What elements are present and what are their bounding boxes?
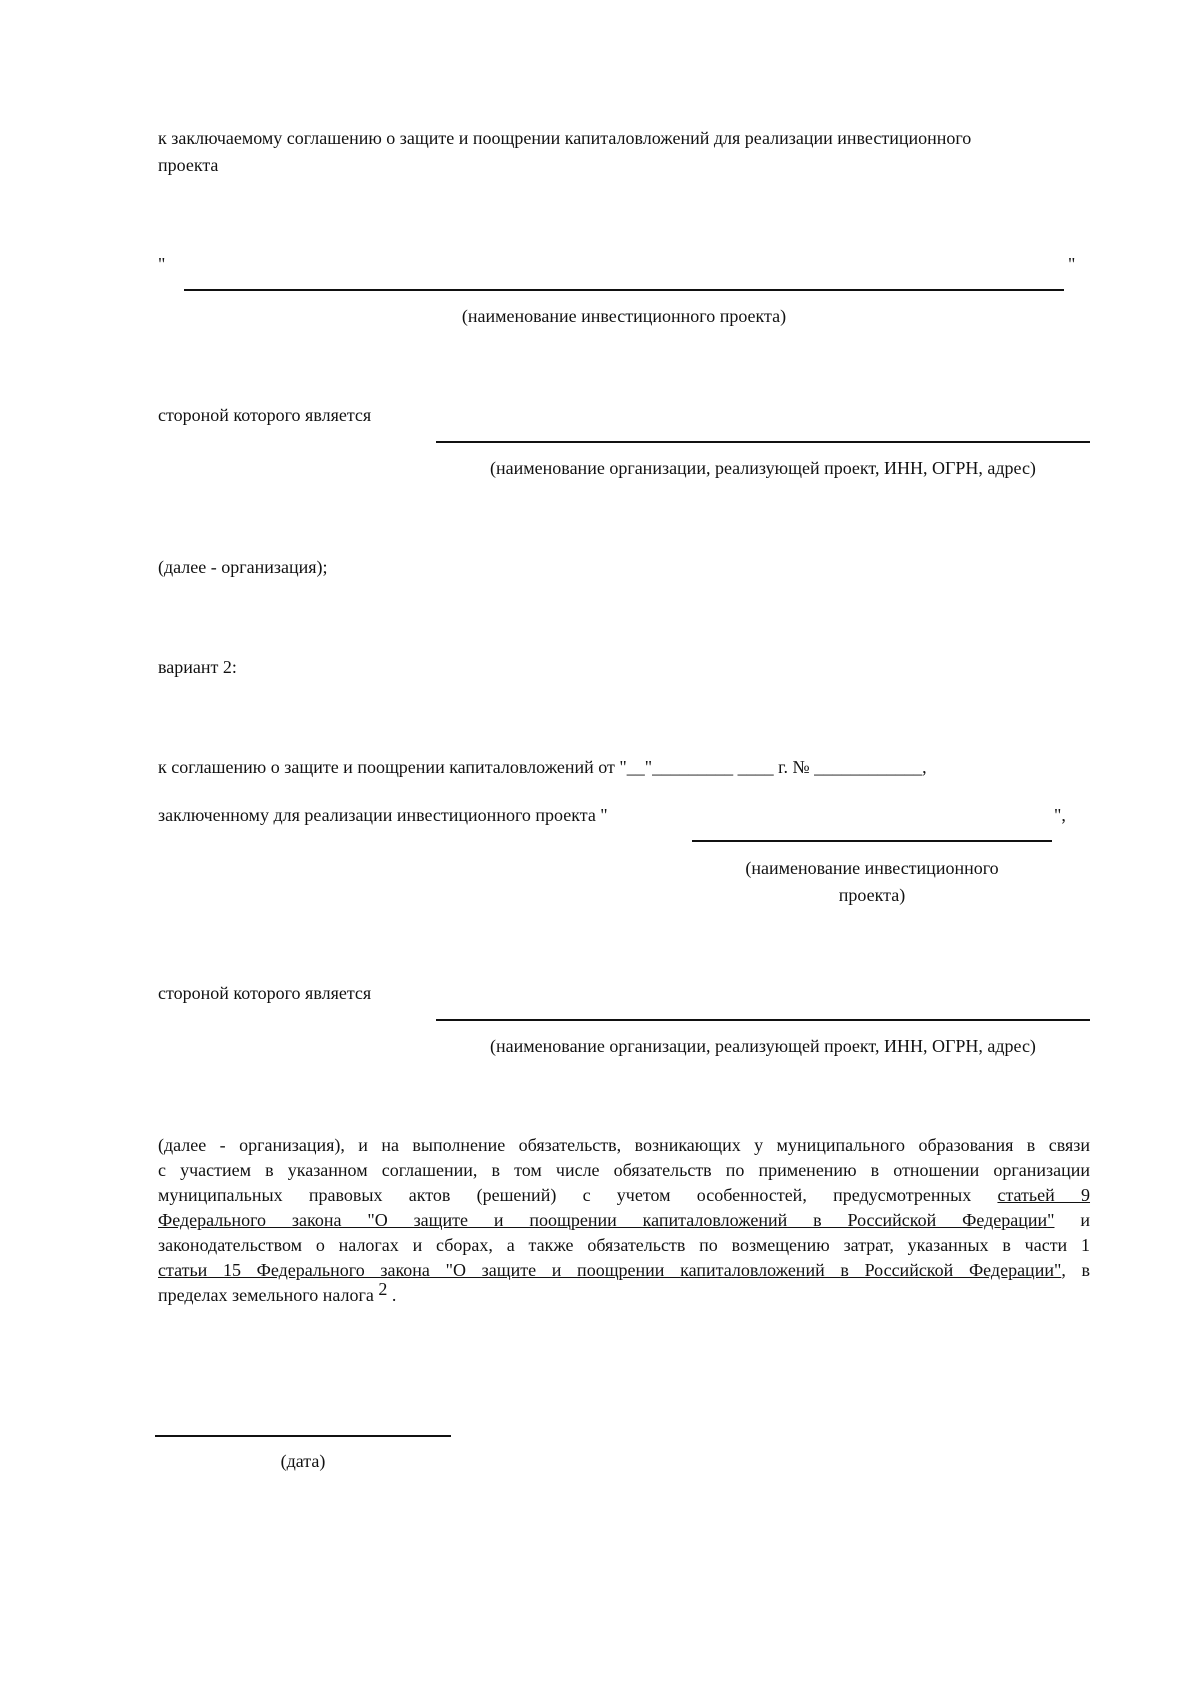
org-name-field-line-2[interactable] xyxy=(436,1019,1090,1021)
hereinafter-text: (далее - организация); xyxy=(158,557,328,577)
org-name-caption: (наименование организации, реализующей проект, ИНН, ОГРН, адрес) xyxy=(490,458,1036,478)
paragraph-text: и xyxy=(1054,1210,1090,1230)
paragraph-text: , в xyxy=(1061,1260,1090,1280)
paragraph-text: пределах земельного налога xyxy=(158,1285,379,1305)
org-name-field-line[interactable] xyxy=(436,441,1090,443)
variant-2-heading: вариант 2: xyxy=(158,657,237,677)
paragraph-line xyxy=(158,1208,1090,1233)
date-caption: (дата) xyxy=(280,1451,326,1471)
paragraph-line: (далее - организация), и на выполнение обязательств, возникающих у муниципального образования в связи xyxy=(158,1135,1090,1155)
obligations-paragraph xyxy=(158,1133,1090,1308)
intro-line-2: проекта xyxy=(158,155,219,175)
project-quote-close: " xyxy=(1068,254,1076,274)
org-name-caption-2: (наименование организации, реализующей проект, ИНН, ОГРН, адрес) xyxy=(490,1036,1036,1056)
project-quote-open: " xyxy=(158,254,166,274)
date-field-line[interactable] xyxy=(155,1435,451,1437)
agreement-date-number-line: к соглашению о защите и поощрении капиталовложений от "__"_________ ____ г. № ____________, xyxy=(158,757,927,777)
paragraph-line xyxy=(158,1279,1090,1308)
paragraph-line: с участием в указанном соглашении, в том числе обязательств по применению в отношении организации xyxy=(158,1160,1090,1180)
concluded-for-project-text: заключенному для реализации инвестиционного проекта " xyxy=(158,805,608,825)
project-name-caption-2-line-2: проекта) xyxy=(838,885,906,905)
article-9-link[interactable]: статьей 9 xyxy=(997,1185,1091,1205)
paragraph-line xyxy=(158,1183,1090,1208)
project-name-caption: (наименование инвестиционного проекта) xyxy=(461,306,787,326)
paragraph-line: законодательством о налогах и сборах, а также обязательств по возмещению затрат, указанных в части 1 xyxy=(158,1235,1090,1255)
project-name-field-line[interactable] xyxy=(184,289,1064,291)
party-label-2: стороной которого является xyxy=(158,983,372,1003)
paragraph-text: муниципальных правовых актов (решений) с учетом особенностей, предусмотренных xyxy=(158,1185,998,1205)
footnote-2-link[interactable]: 2 xyxy=(378,1279,388,1299)
project-name-field-line-2[interactable] xyxy=(692,840,1052,842)
party-label: стороной которого является xyxy=(158,405,372,425)
concluded-quote-close: ", xyxy=(1054,805,1066,825)
paragraph-text: . xyxy=(387,1285,397,1305)
intro-line-1: к заключаемому соглашению о защите и поощрении капиталовложений для реализации инвестиционного xyxy=(158,128,972,148)
paragraph-line xyxy=(158,1258,1090,1283)
federal-law-link[interactable]: Федерального закона "О защите и поощрении капиталовложений в Российской Федерации" xyxy=(158,1210,1055,1230)
article-15-link[interactable]: статьи 15 Федерального закона "О защите и поощрении капиталовложений в Российской Федерации" xyxy=(158,1260,1062,1280)
project-name-caption-2-line-1: (наименование инвестиционного xyxy=(745,858,999,878)
